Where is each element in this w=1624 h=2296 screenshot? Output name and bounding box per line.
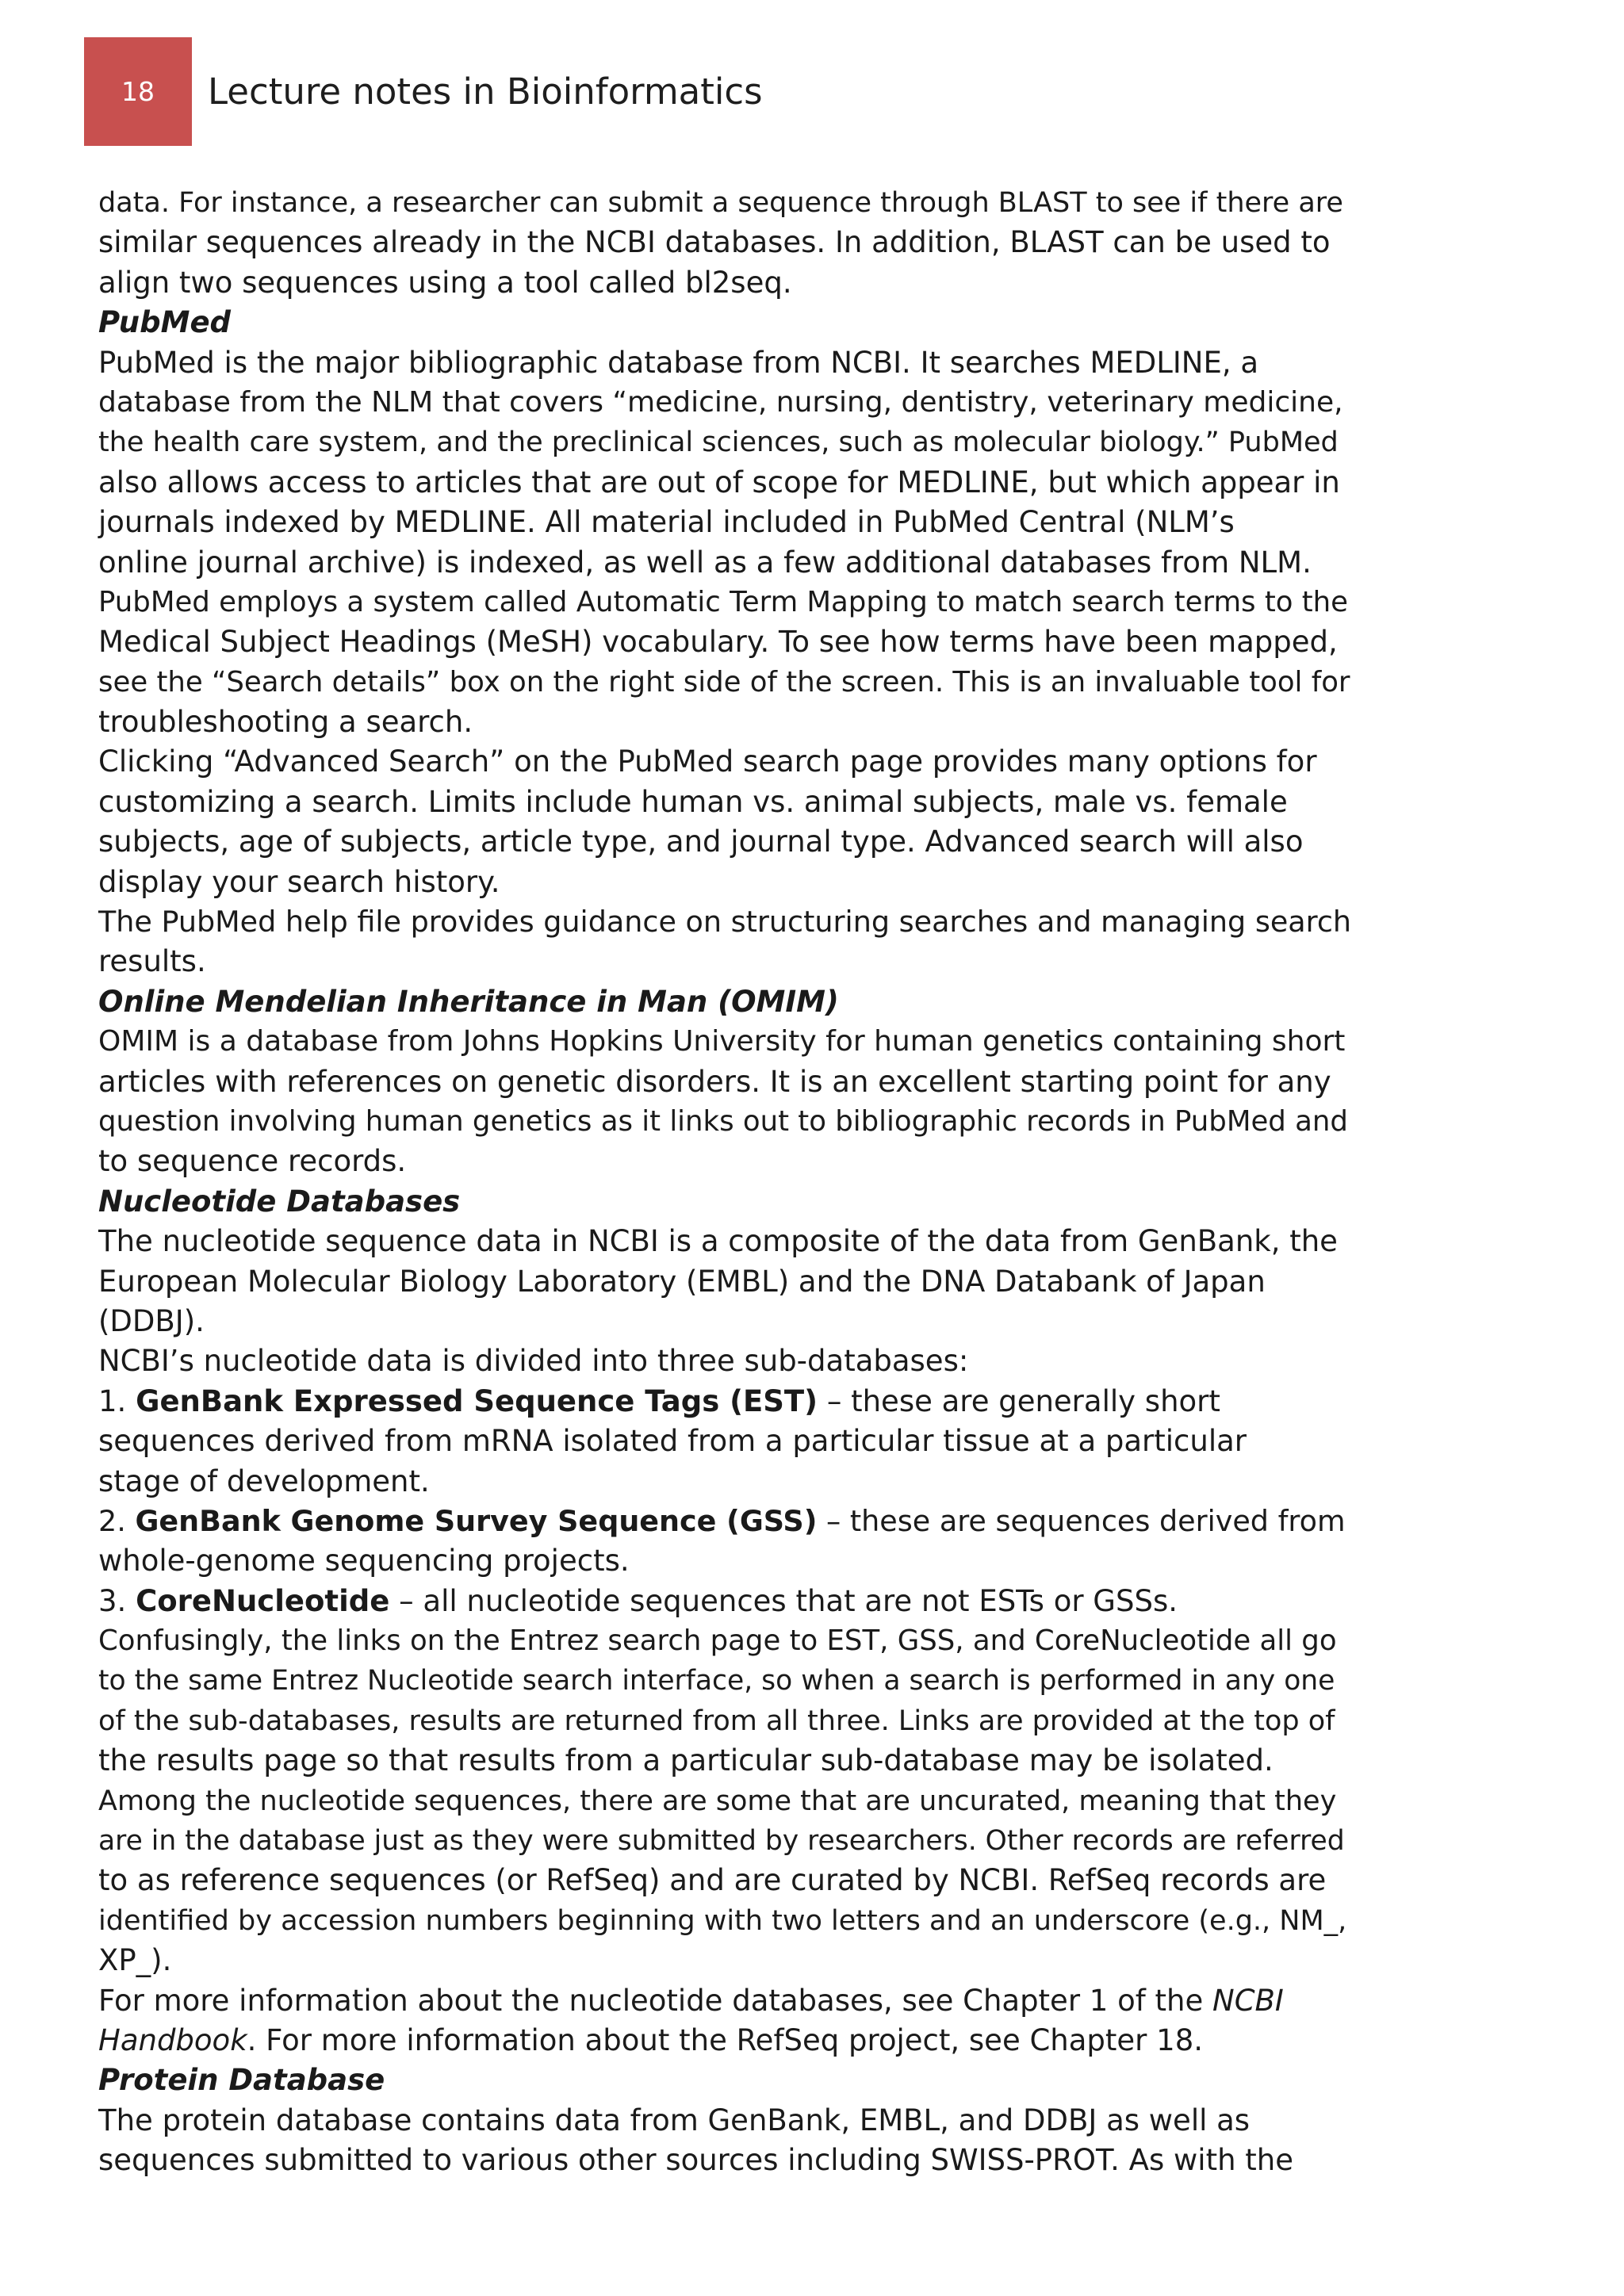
text-run: of the sub-databases, results are returned from all three. Links are provided at the top of <box>98 1705 1335 1737</box>
text-run: also allows access to articles that are out of scope for MEDLINE, but which appear in <box>98 465 1340 499</box>
text-line <box>98 942 1351 982</box>
list-item-est <box>98 1382 1351 1422</box>
text-run: Among the nucleotide sequences, there are some that are uncurated, meaning that they <box>98 1785 1337 1817</box>
text-run: Confusingly, the links on the Entrez search page to EST, GSS, and CoreNucleotide all go <box>98 1624 1337 1658</box>
text-run: database from the NLM that covers “medicine, nursing, dentistry, veterinary medicine, <box>98 385 1343 419</box>
text-line <box>98 1462 1351 1502</box>
text-run: . For more information about the RefSeq project, see Chapter 18. <box>247 2022 1203 2057</box>
text-line <box>98 1142 1351 1181</box>
text-run: data. For instance, a researcher can submit a sequence through BLAST to see if there are <box>98 187 1343 219</box>
text-line <box>98 1062 1351 1102</box>
text-line <box>98 1861 1351 1900</box>
text-run: The nucleotide sequence data in NCBI is a composite of the data from GenBank, the <box>98 1224 1338 1259</box>
text-line <box>98 263 1351 303</box>
text-run: GenBank Genome Survey Sequence (GSS) <box>135 1503 818 1538</box>
text-run: to sequence records. <box>98 1144 407 1179</box>
text-run: Handbook <box>98 2022 247 2057</box>
text-run: question involving human genetics as it links out to bibliographic records in PubMed and <box>98 1104 1348 1138</box>
text-run: European Molecular Biology Laboratory (EMBL) and the DNA Databank of Japan <box>98 1264 1266 1299</box>
text-line <box>98 822 1351 862</box>
text-line <box>98 1022 1351 1062</box>
text-run: customizing a search. Limits include human vs. animal subjects, male vs. female <box>98 784 1288 819</box>
text-run: whole-genome sequencing projects. <box>98 1544 630 1578</box>
body-text <box>98 183 1351 2181</box>
text-line <box>98 702 1351 742</box>
text-run: 3. <box>98 1583 136 1618</box>
text-run: 2. <box>98 1503 136 1538</box>
text-run: NCBI’s nucleotide data is divided into three sub-databases: <box>98 1344 969 1379</box>
text-run: articles with references on genetic disorders. It is an excellent starting point for any <box>98 1064 1331 1099</box>
text-line <box>98 423 1351 462</box>
text-run: Online Mendelian Inheritance in Man (OMIM) <box>98 984 839 1019</box>
text-run: subjects, age of subjects, article type, and journal type. Advanced search will also <box>98 825 1304 859</box>
text-run: to as reference sequences (or RefSeq) and are curated by NCBI. RefSeq records are <box>98 1863 1327 1898</box>
text-run: results. <box>98 944 206 979</box>
page-number: 18 <box>121 76 155 107</box>
text-run: – these are generally short <box>818 1383 1220 1418</box>
page-number-tab <box>84 37 192 146</box>
text-line <box>98 622 1351 662</box>
text-line <box>98 1262 1351 1302</box>
text-line <box>98 2021 1351 2061</box>
text-run: CoreNucleotide <box>136 1583 390 1618</box>
text-line <box>98 863 1351 902</box>
text-line <box>98 1741 1351 1781</box>
text-run: sequences derived from mRNA isolated from a particular tissue at a particular <box>98 1424 1247 1459</box>
text-line <box>98 1621 1351 1661</box>
text-run: Protein Database <box>98 2063 385 2098</box>
text-line <box>98 783 1351 822</box>
text-run: Medical Subject Headings (MeSH) vocabulary. To see how terms have been mapped, <box>98 625 1338 660</box>
section-heading-protein-database <box>98 2061 1351 2100</box>
text-line <box>98 343 1351 383</box>
text-run: The protein database contains data from GenBank, EMBL, and DDBJ as well as <box>98 2103 1251 2137</box>
text-line <box>98 543 1351 583</box>
running-title: Lecture notes in Bioinformatics <box>208 71 763 113</box>
text-run: Clicking “Advanced Search” on the PubMed search page provides many options for <box>98 744 1317 779</box>
text-line <box>98 223 1351 262</box>
text-run: PubMed employs a system called Automatic Term Mapping to match search terms to the <box>98 585 1349 618</box>
text-run: the health care system, and the preclinical sciences, such as molecular biology.” PubMed <box>98 427 1339 459</box>
text-run: – all nucleotide sequences that are not ESTs or GSSs. <box>389 1583 1178 1618</box>
text-line <box>98 463 1351 503</box>
text-run: are in the database just as they were submitted by researchers. Other records are referred <box>98 1825 1345 1858</box>
text-line <box>98 2101 1351 2141</box>
section-heading-pubmed <box>98 303 1351 342</box>
text-line <box>98 902 1351 942</box>
text-line <box>98 1701 1351 1741</box>
text-run: journals indexed by MEDLINE. All material included in PubMed Central (NLM’s <box>98 505 1235 540</box>
text-line <box>98 1781 1351 1821</box>
text-run: PubMed is the major bibliographic database from NCBI. It searches MEDLINE, a <box>98 345 1259 380</box>
text-line <box>98 183 1351 223</box>
text-line <box>98 1661 1351 1701</box>
text-run: PubMed <box>98 305 232 340</box>
text-line <box>98 1302 1351 1341</box>
text-line <box>98 1341 1351 1381</box>
text-line <box>98 1222 1351 1261</box>
text-run: identified by accession numbers beginning with two letters and an underscore (e.g., NM_, <box>98 1904 1347 1937</box>
text-run: XP_). <box>98 1943 172 1978</box>
text-run: see the “Search details” box on the right side of the screen. This is an invaluable tool for <box>98 665 1350 698</box>
text-run: OMIM is a database from Johns Hopkins University for human genetics containing short <box>98 1025 1346 1058</box>
text-line <box>98 2141 1351 2180</box>
text-run: troubleshooting a search. <box>98 705 473 740</box>
text-line <box>98 583 1351 622</box>
text-run: 1. <box>98 1383 136 1418</box>
text-run: (DDBJ). <box>98 1303 205 1338</box>
text-run: – these are sequences derived from <box>817 1503 1346 1538</box>
text-run: online journal archive) is indexed, as well as a few additional databases from NLM. <box>98 545 1312 580</box>
text-run: Nucleotide Databases <box>98 1184 461 1219</box>
text-line <box>98 742 1351 782</box>
text-line <box>98 503 1351 542</box>
list-item-gss <box>98 1502 1351 1541</box>
section-heading-nucleotide-databases <box>98 1182 1351 1222</box>
text-run: stage of development. <box>98 1464 430 1498</box>
text-line <box>98 1422 1351 1461</box>
text-run: The PubMed help file provides guidance on structuring searches and managing search <box>98 905 1352 939</box>
text-run: GenBank Expressed Sequence Tags (EST) <box>136 1383 818 1418</box>
text-run: the results page so that results from a particular sub-database may be isolated. <box>98 1743 1274 1778</box>
text-run: NCBI <box>1212 1983 1284 2018</box>
text-line <box>98 1541 1351 1581</box>
text-run: sequences submitted to various other sources including SWISS-PROT. As with the <box>98 2143 1294 2178</box>
text-run: align two sequences using a tool called bl2seq. <box>98 265 792 300</box>
text-run: similar sequences already in the NCBI databases. In addition, BLAST can be used to <box>98 225 1331 260</box>
text-line <box>98 383 1351 423</box>
text-line <box>98 663 1351 702</box>
text-line <box>98 1981 1351 2021</box>
text-line <box>98 1941 1351 1980</box>
list-item-corenucleotide <box>98 1582 1351 1621</box>
section-heading-omim <box>98 982 1351 1022</box>
text-line <box>98 1901 1351 1941</box>
text-run: For more information about the nucleotide databases, see Chapter 1 of the <box>98 1983 1213 2018</box>
text-line <box>98 1102 1351 1142</box>
text-line <box>98 1821 1351 1861</box>
text-run: to the same Entrez Nucleotide search interface, so when a search is performed in any one <box>98 1665 1335 1697</box>
text-run: display your search history. <box>98 864 500 899</box>
